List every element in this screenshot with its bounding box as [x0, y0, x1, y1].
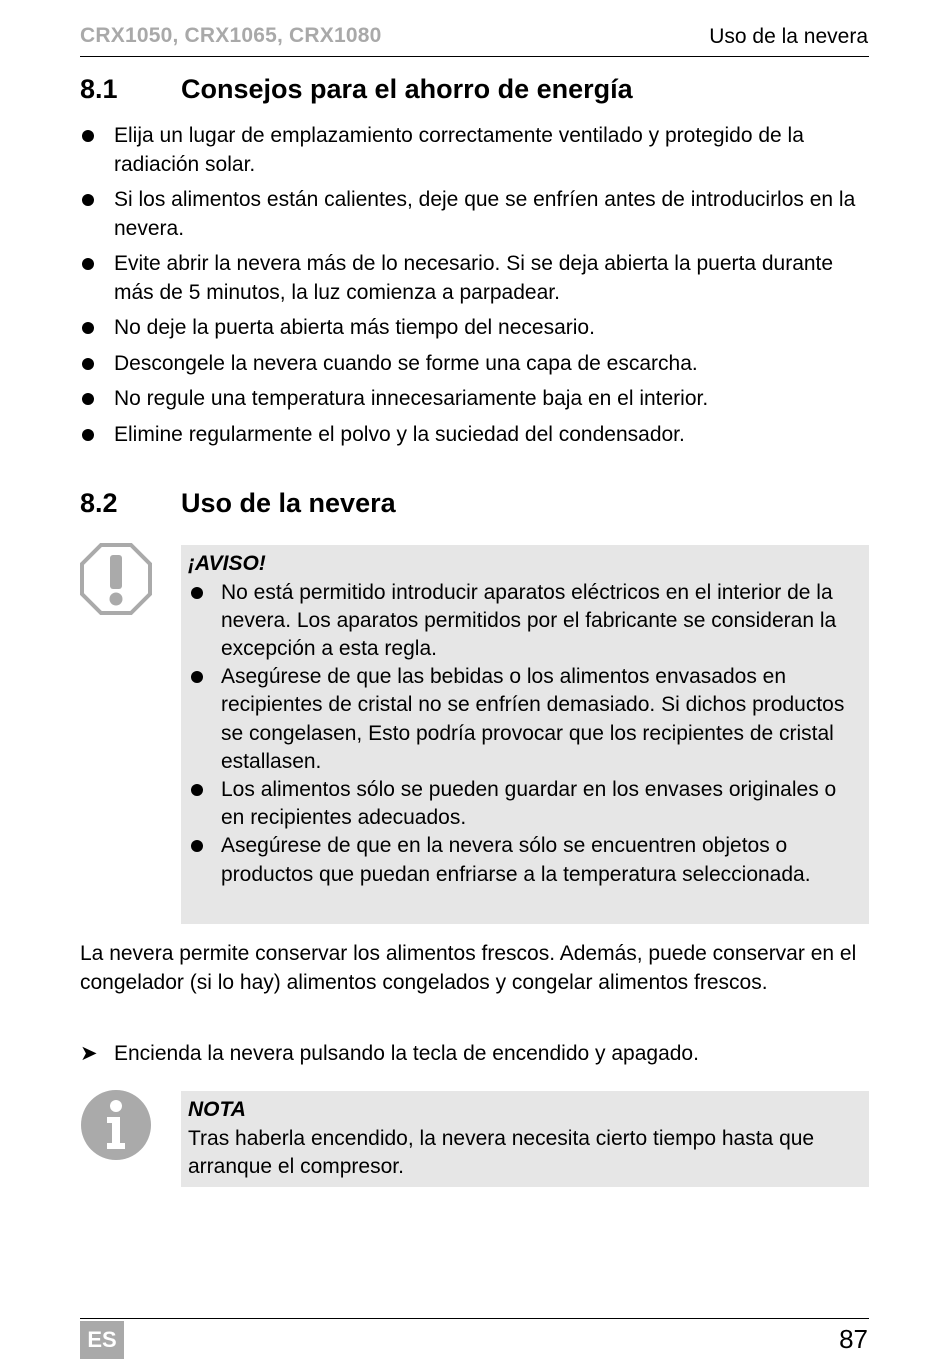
- energy-tips-list: [80, 122, 870, 456]
- list-item: No está permitido introducir aparatos eléctricos en el interior de la nevera. Los aparatos permitidos por el fabricante se consideran la excepción a esta regla.: [188, 579, 859, 664]
- list-item: Elija un lugar de emplazamiento correctamente ventilado y protegido de la radiación solar.: [80, 122, 870, 179]
- bullet-icon: [82, 194, 94, 206]
- warning-box: [181, 545, 869, 924]
- body-paragraph: La nevera permite conservar los alimentos frescos. Además, puede conservar en el congelador (si lo hay) alimentos congelados y congelar alimentos frescos.: [80, 942, 857, 994]
- list-item: Asegúrese de que en la nevera sólo se encuentren objetos o productos que puedan enfriarse a la temperatura seleccionada.: [188, 832, 859, 888]
- list-item: Los alimentos sólo se pueden guardar en los envases originales o en recipientes adecuados.: [188, 776, 859, 832]
- note-box: [181, 1091, 869, 1187]
- language-badge: ES: [80, 1321, 124, 1359]
- warning-title: ¡AVISO!: [188, 552, 266, 575]
- list-item: Evite abrir la nevera más de lo necesario. Si se deja abierta la puerta durante más de 5 minutos, la luz comienza a parpadear.: [80, 250, 870, 307]
- list-item: Asegúrese de que las bebidas o los alimentos envasados en recipientes de cristal no se enfríen demasiado. Si dichos productos se congelasen, Esto podría provocar que los recipientes de cristal estallasen.: [188, 663, 859, 776]
- note-title: NOTA: [188, 1098, 246, 1121]
- list-item: Descongele la nevera cuando se forme una capa de escarcha.: [80, 350, 870, 379]
- bullet-icon: [191, 784, 203, 796]
- header-divider: [80, 56, 869, 57]
- list-item: No deje la puerta abierta más tiempo del necesario.: [80, 314, 870, 343]
- bullet-icon: [82, 429, 94, 441]
- bullet-icon: [191, 587, 203, 599]
- header-section-title: Uso de la nevera: [709, 25, 868, 48]
- note-text: Tras haberla encendido, la nevera necesita cierto tiempo hasta que arranque el compresor.: [188, 1126, 815, 1178]
- section-82-title: Uso de la nevera: [181, 488, 396, 518]
- instruction-step-text: Encienda la nevera pulsando la tecla de encendido y apagado.: [114, 1042, 699, 1065]
- page-number: 87: [839, 1324, 868, 1354]
- bullet-icon: [82, 258, 94, 270]
- bullet-icon: [191, 840, 203, 852]
- section-82-number: 8.2: [80, 488, 118, 518]
- bullet-icon: [82, 322, 94, 334]
- header-models: CRX1050, CRX1065, CRX1080: [80, 24, 382, 47]
- list-item: Si los alimentos están calientes, deje que se enfríen antes de introducirlos en la nevera.: [80, 186, 870, 243]
- info-icon: [80, 1089, 152, 1161]
- bullet-icon: [82, 358, 94, 370]
- footer-divider: [80, 1318, 869, 1319]
- arrow-right-icon: ➤: [80, 1042, 98, 1065]
- bullet-icon: [191, 671, 203, 683]
- bullet-icon: [82, 393, 94, 405]
- list-item: No regule una temperatura innecesariamente baja en el interior.: [80, 385, 870, 414]
- bullet-icon: [82, 130, 94, 142]
- section-81-number: 8.1: [80, 74, 118, 104]
- section-81-title: Consejos para el ahorro de energía: [181, 74, 633, 104]
- list-item: Elimine regularmente el polvo y la suciedad del condensador.: [80, 421, 870, 450]
- warning-list: [188, 579, 859, 889]
- warning-octagon-icon: [80, 543, 152, 615]
